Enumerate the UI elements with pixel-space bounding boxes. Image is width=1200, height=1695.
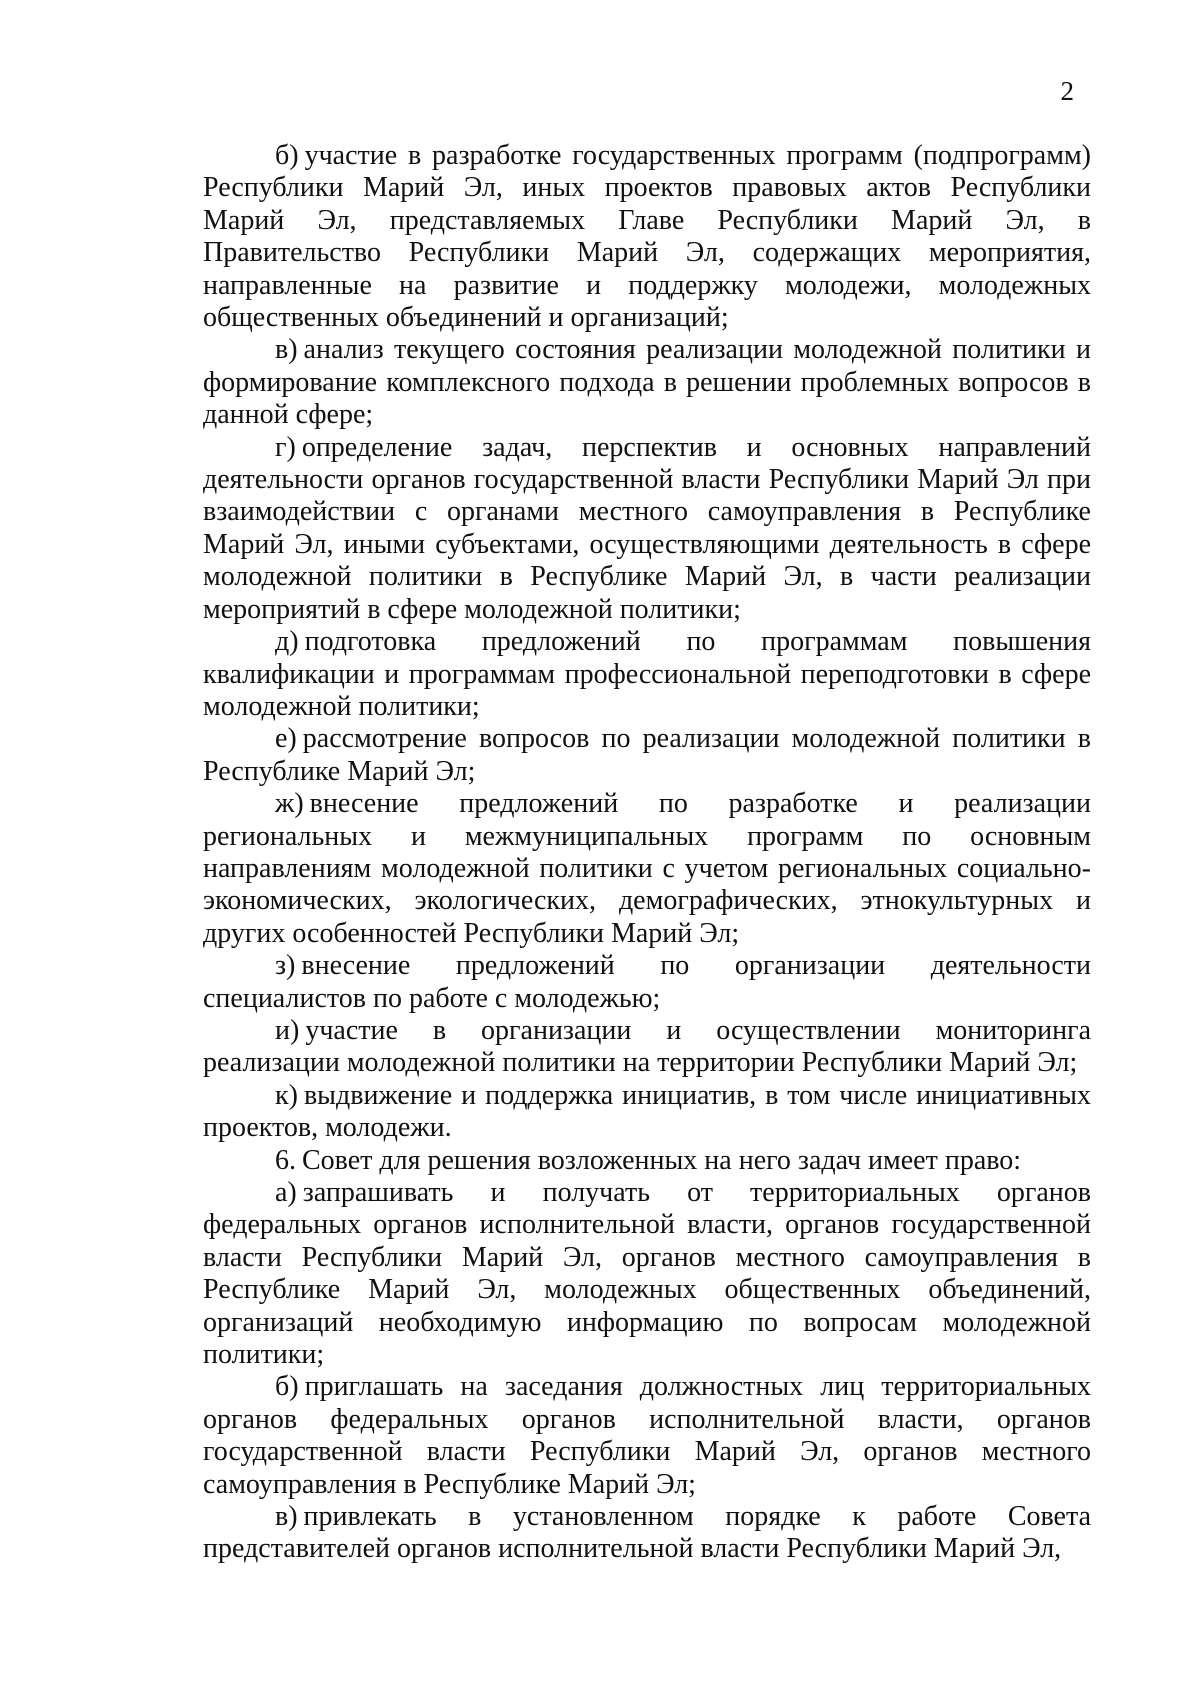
- paragraph-text: внесение предложений по организации деятельности специалистов по работе с молодежью;: [203, 950, 1091, 1014]
- paragraph-text: участие в организации и осуществлении мониторинга реализации молодежной политики на территории Республики Марий Эл;: [203, 1014, 1091, 1079]
- paragraph-z-proposals: [203, 950, 1091, 1015]
- paragraph-zh-proposals: [203, 788, 1091, 950]
- paragraph-marker: в): [275, 1501, 298, 1533]
- paragraph-text: подготовка предложений по программам повышения квалификации и программам профессиональной переподготовки в сфере молодежной политики;: [203, 626, 1091, 722]
- paragraph-marker: и): [275, 1014, 300, 1046]
- paragraph-k-initiatives: [203, 1080, 1091, 1145]
- paragraph-marker: б): [275, 140, 299, 171]
- paragraph-marker: г): [275, 431, 296, 463]
- paragraph-marker: е): [275, 723, 297, 755]
- paragraph-text: привлекать в установленном порядке к работе Совета представителей органов исполнительной власти Республики Марий Эл,: [203, 1501, 1091, 1565]
- paragraph-b-participation: [203, 140, 1091, 334]
- paragraph-text: рассмотрение вопросов по реализации молодежной политики в Республике Марий Эл;: [203, 723, 1091, 787]
- section-number: 6.: [275, 1144, 296, 1176]
- paragraph-text: определение задач, перспектив и основных направлений деятельности органов государственной власти Республики Марий Эл при взаимодействии с органами местного самоуправления в Республике Марий Эл, иными субъектами, осуществляющими деятельность в сфере молодежной политики в Республике Марий Эл, в части реализации мероприятий в сфере молодежной политики;: [203, 431, 1091, 625]
- paragraph-marker: б): [275, 1371, 299, 1403]
- paragraph-text: выдвижение и поддержка инициатив, в том числе инициативных проектов, молодежи.: [203, 1079, 1091, 1144]
- paragraph-text: участие в разработке государственных программ (подпрограмм) Республики Марий Эл, иных проектов правовых актов Республики Марий Эл, представляемых Главе Республики Марий Эл, в Правительство Республики Марий Эл, содержащих мероприятия, направленные на развитие и поддержку молодежи, молодежных общественных объединений и организаций;: [203, 140, 1091, 334]
- paragraph-text: Совет для решения возложенных на него задач имеет право:: [302, 1144, 1022, 1176]
- paragraph-marker: в): [275, 334, 298, 366]
- paragraph-marker: д): [275, 626, 299, 658]
- paragraph-i-monitoring: [203, 1015, 1091, 1080]
- page-number: 2: [1060, 76, 1074, 106]
- section-6-rights: [203, 1145, 1091, 1177]
- paragraph-e-review: [203, 723, 1091, 788]
- paragraph-text: запрашивать и получать от территориальных органов федеральных органов исполнительной власти, органов государственной власти Республики Марий Эл, органов местного самоуправления в Республике Марий Эл, молодежных общественных объединений, организаций необходимую информацию по вопросам молодежной политики;: [203, 1177, 1091, 1371]
- paragraph-g-definition: [203, 432, 1091, 626]
- paragraph-marker: к): [275, 1079, 298, 1111]
- paragraph-marker: з): [275, 950, 296, 982]
- paragraph-a-request: [203, 1177, 1091, 1371]
- paragraph-text: внесение предложений по разработке и реализации региональных и межмуниципальных программ по основным направлениям молодежной политики с учетом региональных социально-экономических, экологических, демографических, этнокультурных и других особенностей Республики Марий Эл;: [203, 788, 1091, 949]
- paragraph-text: приглашать на заседания должностных лиц территориальных органов федеральных органов исполнительной власти, органов государственной власти Республики Марий Эл, органов местного самоуправления в Республике Марий Эл;: [203, 1371, 1091, 1500]
- paragraph-v-analysis: [203, 334, 1091, 431]
- paragraph-text: анализ текущего состояния реализации молодежной политики и формирование комплексного подхода в решении проблемных вопросов в данной сфере;: [203, 334, 1091, 431]
- paragraph-v-involve: [203, 1501, 1091, 1566]
- paragraph-b-invite: [203, 1371, 1091, 1501]
- paragraph-marker: ж): [275, 788, 304, 820]
- paragraph-marker: а): [275, 1177, 297, 1208]
- paragraph-d-preparation: [203, 626, 1091, 723]
- document-body: [203, 140, 1091, 1566]
